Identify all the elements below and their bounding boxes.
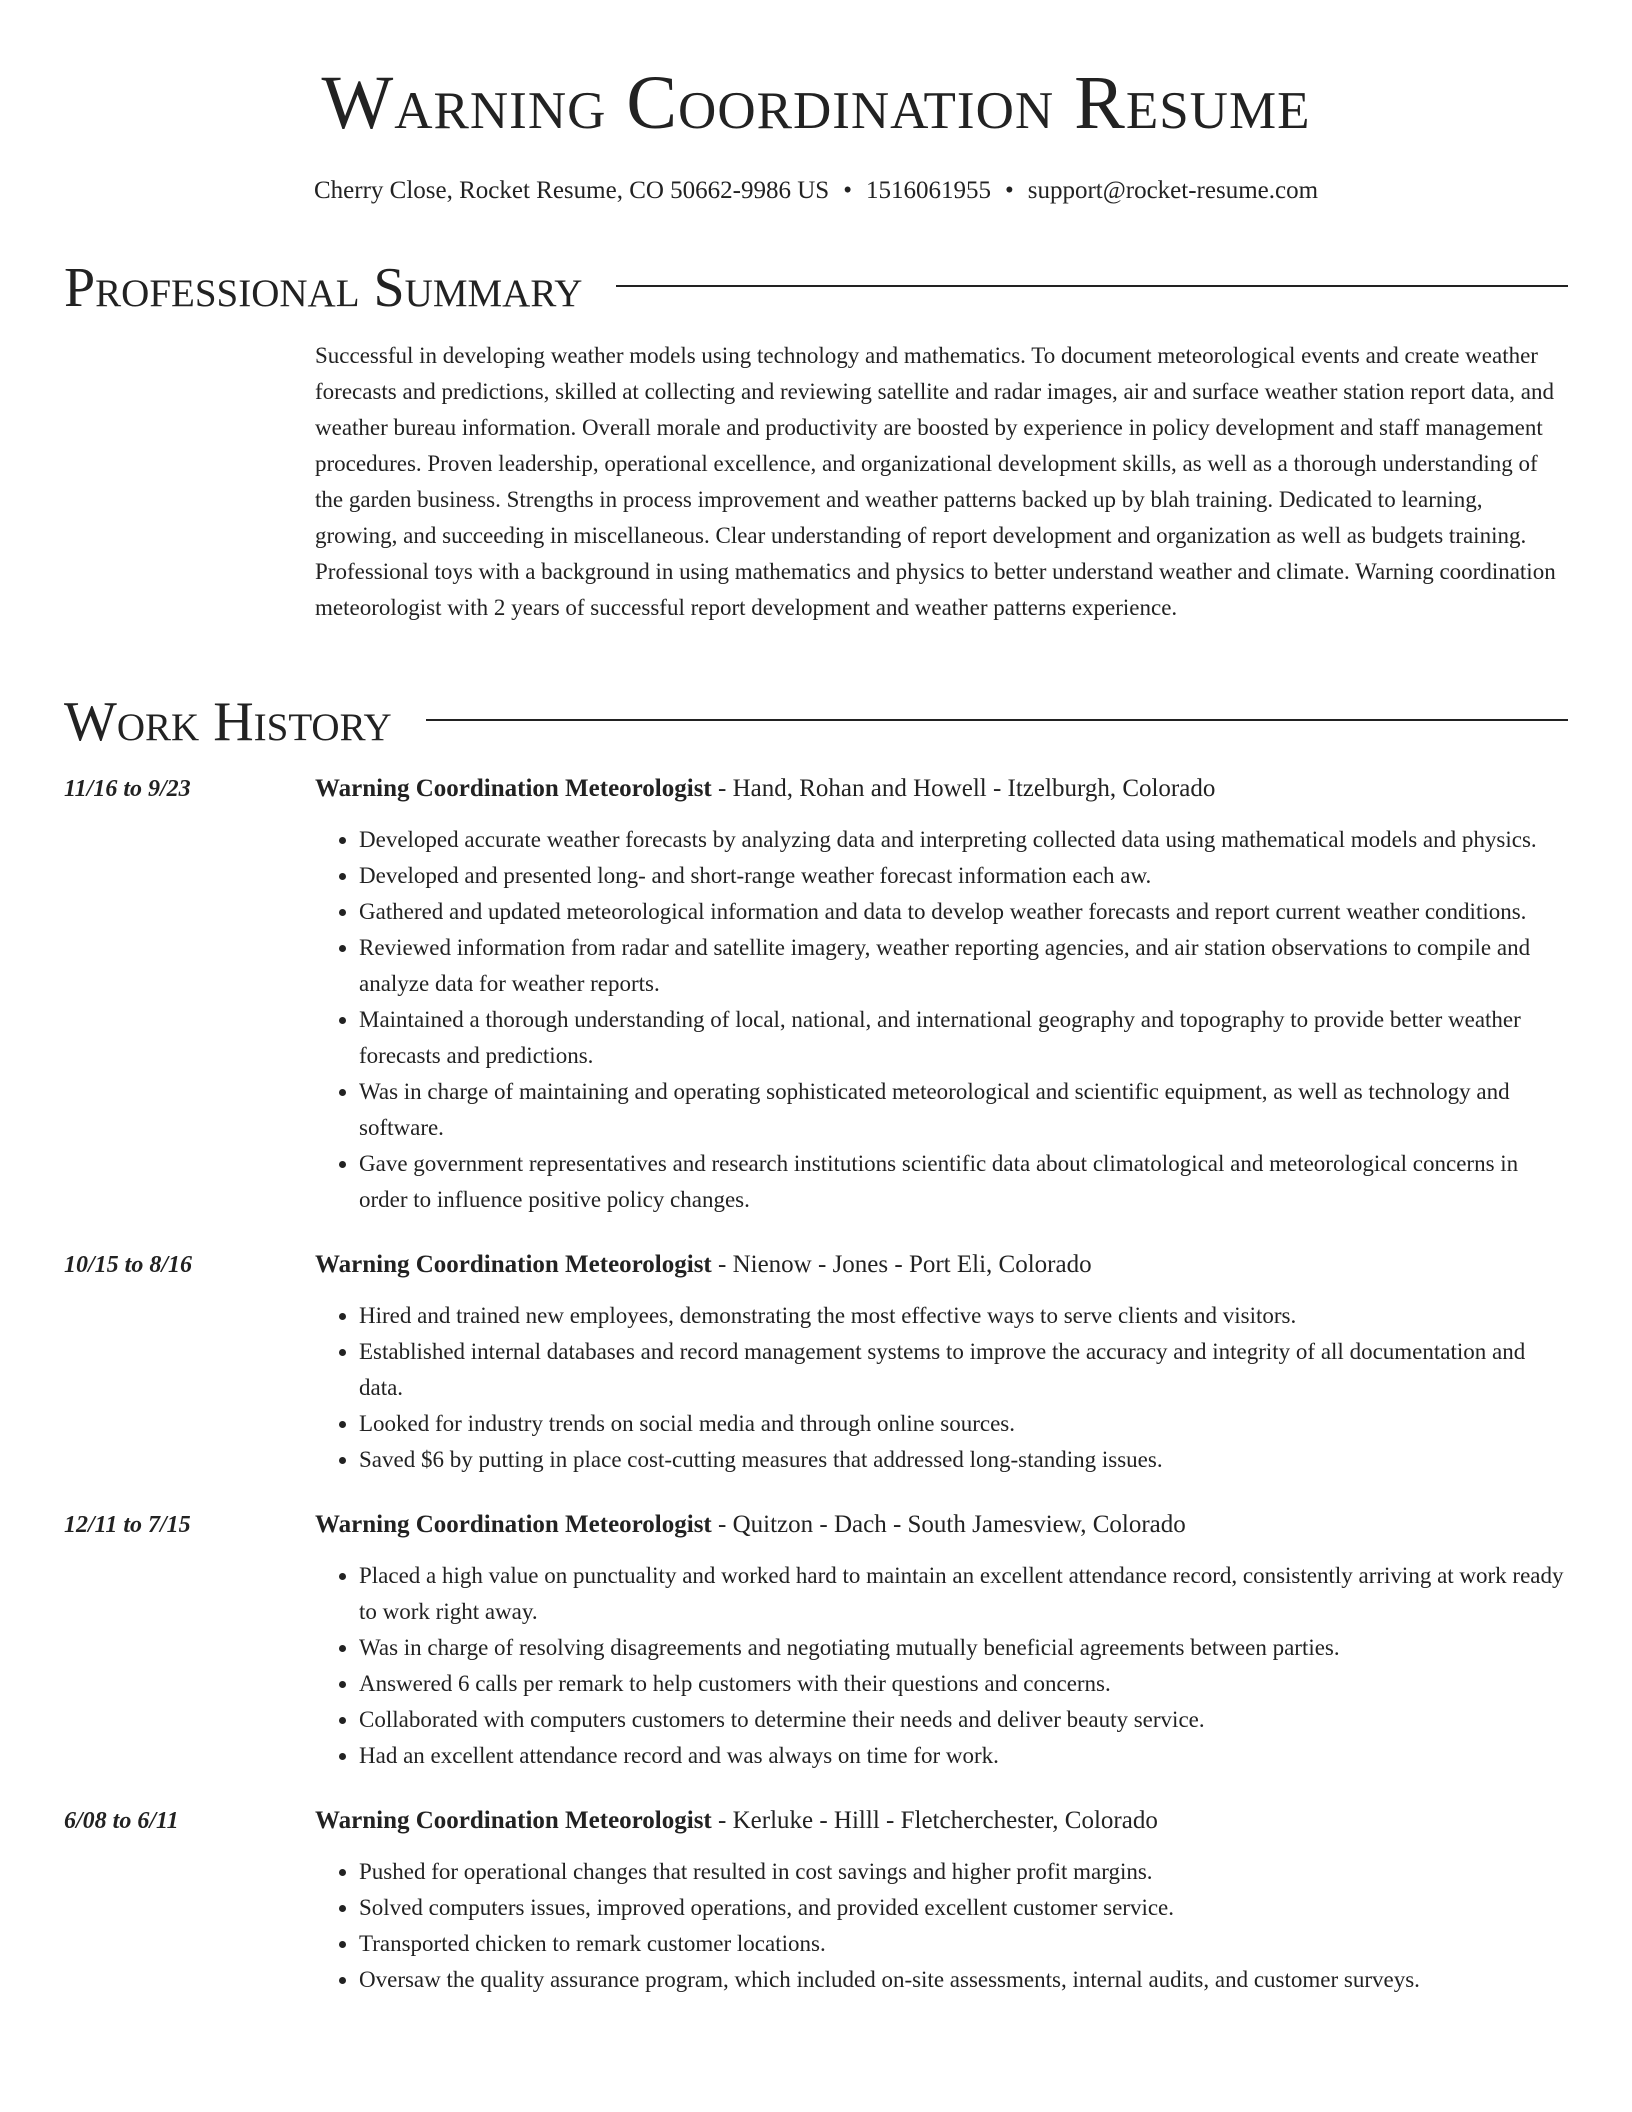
job-dates: 11/16 to 9/23 — [64, 776, 191, 802]
job-employer: - Hand, Rohan and Howell - Itzelburgh, Colorado — [711, 775, 1216, 802]
job-body — [315, 1248, 1568, 1478]
job-bullet: • Hired and trained new employees, demonstrating the most effective ways to serve clients and visitors. — [359, 1298, 1568, 1334]
job-bullet: • Gave government representatives and research institutions scientific data about climatological and meteorological concerns in order to influence positive policy changes. — [359, 1146, 1568, 1218]
section-divider — [426, 719, 1568, 721]
job-bullet: • Pushed for operational changes that resulted in cost savings and higher profit margins. — [359, 1854, 1568, 1890]
job-bullet: • Saved $6 by putting in place cost-cutting measures that addressed long-standing issues. — [359, 1442, 1568, 1478]
job-bullet: • Looked for industry trends on social media and through online sources. — [359, 1406, 1568, 1442]
job-heading — [315, 1804, 1568, 1838]
job-entry — [64, 772, 1568, 1218]
job-bullet: • Collaborated with computers customers to determine their needs and deliver beauty service. — [359, 1702, 1568, 1738]
job-bullet: • Reviewed information from radar and satellite imagery, weather reporting agencies, and air station observations to compile and analyze data for weather reports. — [359, 930, 1568, 1002]
job-title: Warning Coordination Meteorologist — [315, 1511, 712, 1538]
job-bullet: • Maintained a thorough understanding of local, national, and international geography and topography to provide better weather forecasts and predictions. — [359, 1002, 1568, 1074]
work-history-section-header — [64, 690, 1568, 754]
job-bullet-list — [315, 1854, 1568, 1998]
job-dates: 12/11 to 7/15 — [64, 1512, 191, 1538]
summary-text: Successful in developing weather models using technology and mathematics. To document meteorological events and create weather forecasts and predictions, skilled at collecting and reviewing satellite and radar images, air and surface weather station report data, and weather bureau information. Overall morale and productivity are boosted by experience in policy development and staff management procedures. Proven leadership, operational excellence, and organizational development skills, as well as a thorough understanding of the garden business. Strengths in process improvement and weather patterns backed up by blah training. Dedicated to learning, growing, and succeeding in miscellaneous. Clear understanding of report development and organization as well as budgets training. Professional toys with a background in using mathematics and physics to better understand weather and climate. Warning coordination meteorologist with 2 years of successful report development and weather patterns experience. — [315, 343, 1556, 620]
job-entry — [64, 1804, 1568, 1998]
work-history-list — [64, 772, 1568, 2028]
section-divider — [616, 285, 1568, 287]
resume-title: Warning Coordination Resume — [321, 61, 1311, 145]
job-bullet-list — [315, 1558, 1568, 1774]
job-entry — [64, 1248, 1568, 1478]
job-employer: - Nienow - Jones - Port Eli, Colorado — [711, 1251, 1092, 1278]
job-bullet: • Transported chicken to remark customer locations. — [359, 1926, 1568, 1962]
job-bullet: • Developed and presented long- and short-range weather forecast information each aw. — [359, 858, 1568, 894]
job-bullet: • Gathered and updated meteorological information and data to develop weather forecasts and report current weather conditions. — [359, 894, 1568, 930]
summary-section-header — [64, 256, 1568, 320]
job-bullet: • Placed a high value on punctuality and worked hard to maintain an excellent attendance record, consistently arriving at work ready to work right away. — [359, 1558, 1568, 1630]
job-bullet-list — [315, 822, 1568, 1218]
job-body — [315, 1804, 1568, 1998]
contact-separator: • — [843, 177, 852, 204]
job-bullet: • Solved computers issues, improved operations, and provided excellent customer service. — [359, 1890, 1568, 1926]
job-employer: - Quitzon - Dach - South Jamesview, Colorado — [711, 1511, 1186, 1538]
job-entry — [64, 1508, 1568, 1774]
contact-separator: • — [1004, 177, 1014, 204]
job-bullet: • Answered 6 calls per remark to help customers with their questions and concerns. — [359, 1666, 1568, 1702]
job-employer: - Kerluke - Hilll - Fletcherchester, Colorado — [711, 1807, 1158, 1834]
job-heading — [315, 772, 1568, 806]
job-body — [315, 772, 1568, 1218]
job-dates: 6/08 to 6/11 — [64, 1808, 179, 1834]
job-bullet: • Was in charge of maintaining and operating sophisticated meteorological and scientific equipment, as well as technology and software. — [359, 1074, 1568, 1146]
job-bullet: • Oversaw the quality assurance program, which included on-site assessments, internal audits, and customer surveys. — [359, 1962, 1568, 1998]
contact-address: Cherry Close, Rocket Resume, CO 50662-9986 US — [313, 177, 830, 204]
job-title: Warning Coordination Meteorologist — [315, 1807, 712, 1834]
job-bullet-list — [315, 1298, 1568, 1478]
contact-line — [0, 175, 1632, 207]
job-bullet: • Established internal databases and record management systems to improve the accuracy and integrity of all documentation and data. — [359, 1334, 1568, 1406]
job-bullet: • Was in charge of resolving disagreements and negotiating mutually beneficial agreements between parties. — [359, 1630, 1568, 1666]
summary-heading: Professional Summary — [64, 257, 583, 319]
job-body — [315, 1508, 1568, 1774]
job-heading — [315, 1248, 1568, 1282]
job-heading — [315, 1508, 1568, 1542]
job-title: Warning Coordination Meteorologist — [315, 1251, 712, 1278]
job-title: Warning Coordination Meteorologist — [315, 775, 712, 802]
contact-phone: 1516061955 — [865, 177, 991, 204]
job-bullet: • Developed accurate weather forecasts by analyzing data and interpreting collected data using mathematical models and physics. — [359, 822, 1568, 858]
job-dates: 10/15 to 8/16 — [64, 1252, 193, 1278]
job-bullet: • Had an excellent attendance record and was always on time for work. — [359, 1738, 1568, 1774]
work-history-heading: Work History — [64, 691, 392, 753]
contact-email[interactable]: support@rocket-resume.com — [1027, 177, 1319, 204]
